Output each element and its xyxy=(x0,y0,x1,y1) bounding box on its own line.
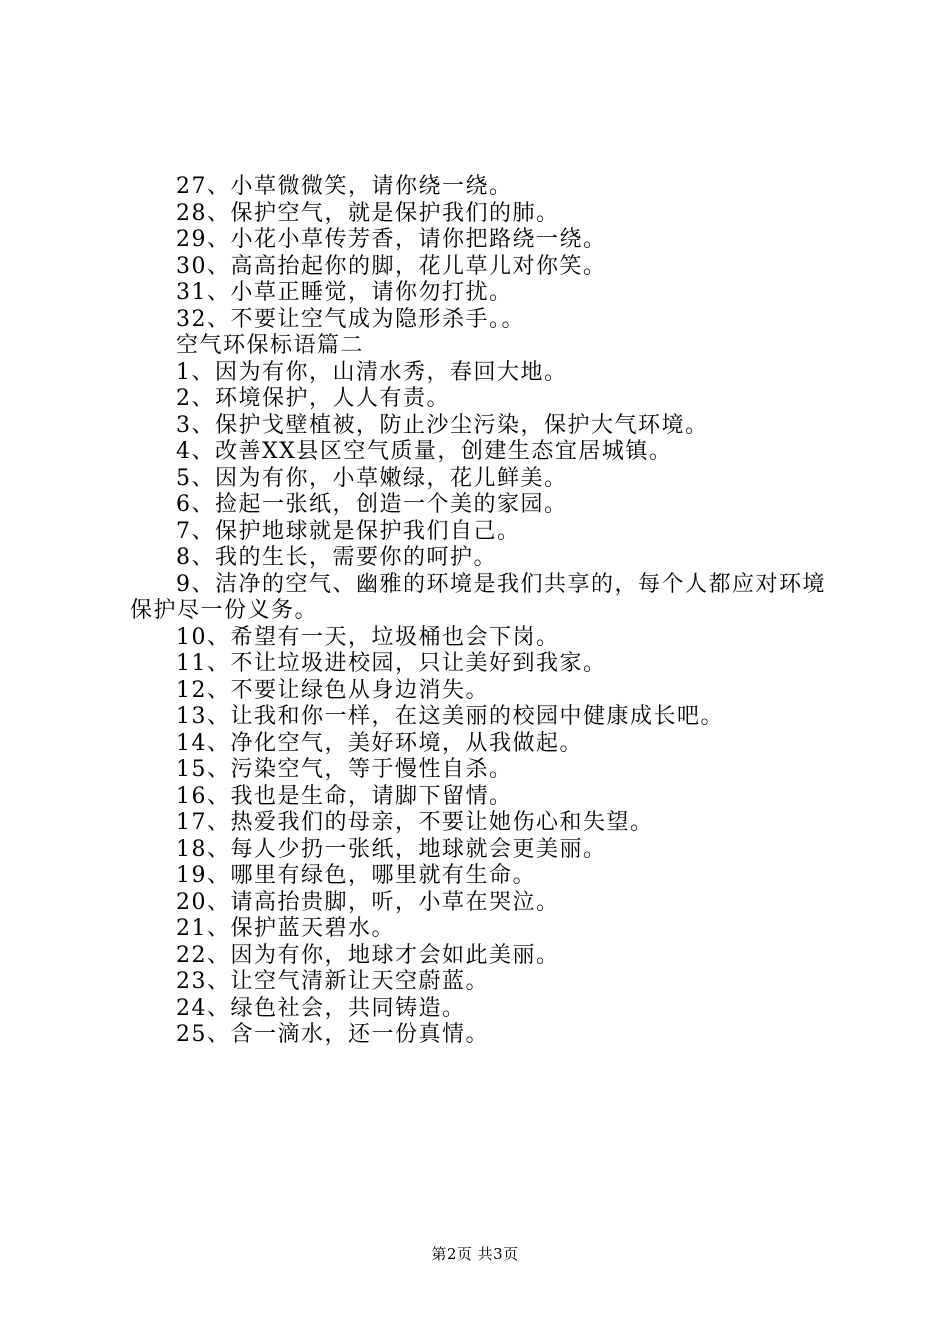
text-line: 30、高高抬起你的脚，花儿草儿对你笑。 xyxy=(176,253,607,279)
text-line: 4、改善XX县区空气质量，创建生态宜居城镇。 xyxy=(176,439,673,464)
text-line: 13、让我和你一样，在这美丽的校园中健康成长吧。 xyxy=(176,704,724,729)
text-line: 14、净化空气，美好环境，从我做起。 xyxy=(176,730,583,756)
text-line: 15、污染空气，等于慢性自杀。 xyxy=(176,757,513,782)
text-line: 29、小花小草传芳香，请你把路绕一绕。 xyxy=(176,227,607,252)
text-line: 12、不要让绿色从身边消失。 xyxy=(176,677,489,703)
text-line: 16、我也是生命，请脚下留情。 xyxy=(176,783,513,809)
text-line: 19、哪里有绿色，哪里就有生命。 xyxy=(176,863,536,888)
text-line: 25、含一滴水，还一份真情。 xyxy=(176,1022,489,1047)
text-line: 31、小草正睡觉，请你勿打扰。 xyxy=(176,280,513,305)
text-line: 22、因为有你，地球才会如此美丽。 xyxy=(176,942,560,968)
text-line: 18、每人少扔一张纸，地球就会更美丽。 xyxy=(176,836,607,862)
document-body xyxy=(130,174,850,1049)
page-number: 第2页 共3页 xyxy=(431,1245,519,1263)
text-line: 10、希望有一天，垃圾桶也会下岗。 xyxy=(176,624,560,650)
text-line: 7、保护地球就是保护我们自己。 xyxy=(176,518,521,544)
text-line: 17、热爱我们的母亲，不要让她伤心和失望。 xyxy=(176,810,654,835)
text-line: 27、小草微微笑，请你绕一绕。 xyxy=(176,174,513,199)
text-line: 20、请高抬贵脚，听，小草在哭泣。 xyxy=(176,889,560,915)
text-line: 28、保护空气，就是保护我们的肺。 xyxy=(176,200,560,226)
text-line: 11、不让垃圾进校园，只让美好到我家。 xyxy=(176,651,607,676)
text-line: 3、保护戈壁植被，防止沙尘污染，保护大气环境。 xyxy=(176,412,709,438)
text-line: 8、我的生长，需要你的呵护。 xyxy=(176,545,497,570)
text-line: 5、因为有你，小草嫩绿，花儿鲜美。 xyxy=(176,465,568,491)
text-line: 6、捡起一张纸，创造一个美的家园。 xyxy=(176,492,568,517)
text-line: 1、因为有你，山清水秀，春回大地。 xyxy=(176,359,568,385)
text-line: 21、保护蓝天碧水。 xyxy=(176,916,395,941)
section-heading: 空气环保标语篇二 xyxy=(176,333,365,358)
page-footer xyxy=(0,1244,950,1264)
text-line: 24、绿色社会，共同铸造。 xyxy=(176,995,466,1021)
text-line: 32、不要让空气成为隐形杀手。。 xyxy=(176,306,525,332)
text-line: 23、让空气清新让天空蔚蓝。 xyxy=(176,969,489,994)
text-paragraph: 9、洁净的空气、幽雅的环境是我们共享的，每个人都应对环境保护尽一份义务。 xyxy=(130,571,826,623)
text-line: 2、环境保护，人人有责。 xyxy=(176,386,450,411)
